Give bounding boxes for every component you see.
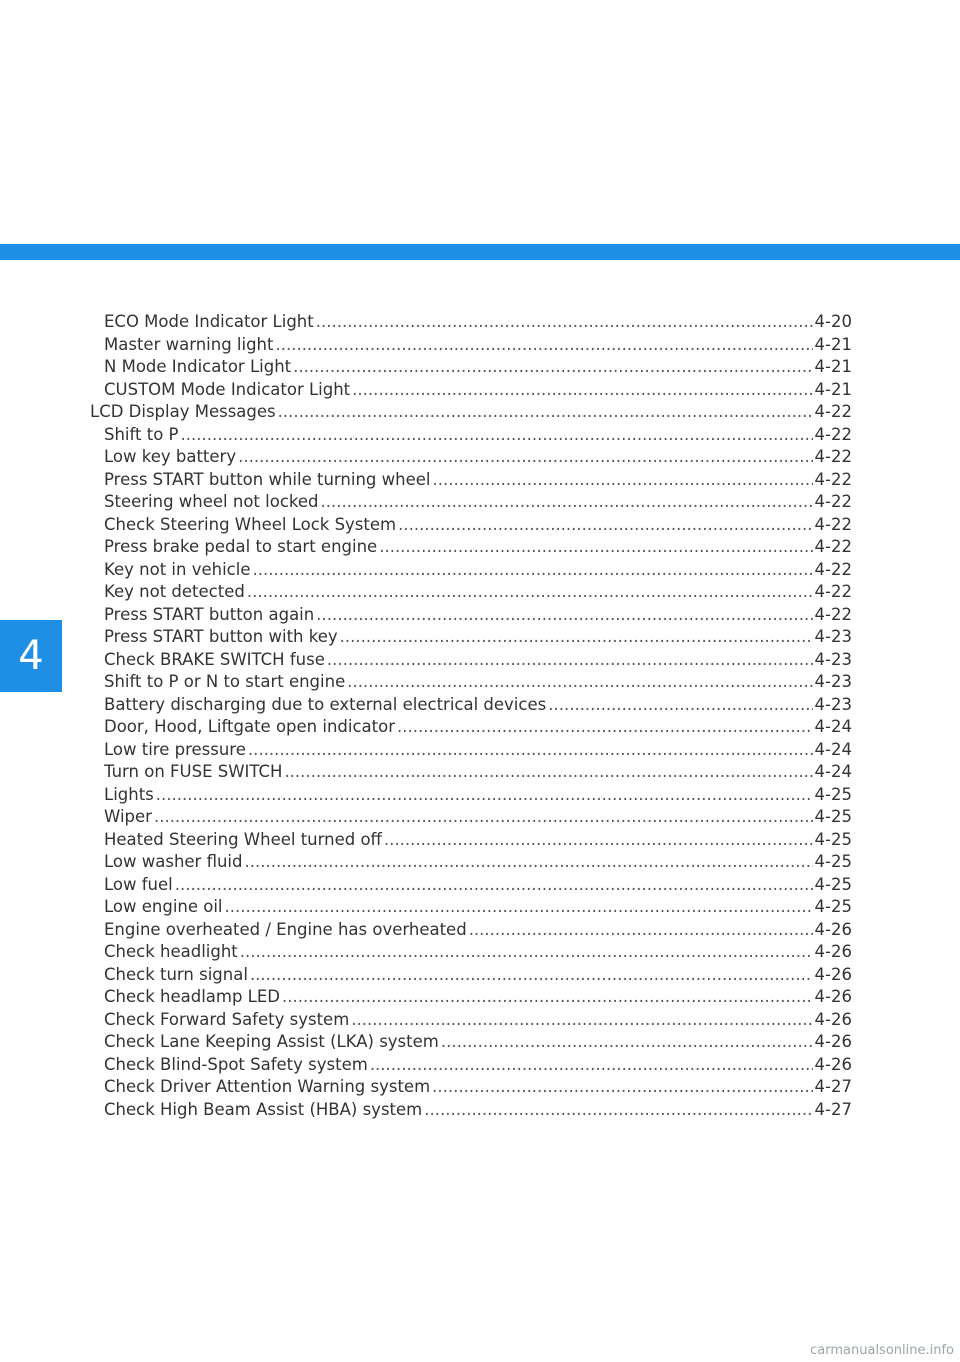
toc-entry-page: 4-23 xyxy=(814,627,852,646)
toc-entry[interactable] xyxy=(90,626,852,649)
toc-entry-title: Press START button again xyxy=(104,604,315,624)
toc-entry-title: Press START button with key xyxy=(104,627,338,646)
toc-entry[interactable] xyxy=(90,874,852,897)
toc-entry-title: Low engine oil xyxy=(104,897,223,916)
toc-entry-page: 4-23 xyxy=(814,694,852,714)
toc-entry-title: Check Steering Wheel Lock System xyxy=(104,514,397,534)
toc-entry-title: Lights xyxy=(104,784,154,804)
toc-entry-title: Steering wheel not locked xyxy=(104,492,319,511)
toc-entry-title: Key not in vehicle xyxy=(104,559,251,579)
toc-entry-title: Heated Steering Wheel turned off xyxy=(104,829,382,849)
toc-entry[interactable] xyxy=(90,986,852,1009)
toc-dot-leader xyxy=(284,761,812,784)
toc-dot-leader xyxy=(316,311,813,334)
toc-entry-title: Low washer fluid xyxy=(104,852,243,871)
toc-entry[interactable] xyxy=(90,1054,852,1077)
toc-entry-title: Low fuel xyxy=(104,874,173,894)
toc-dot-leader xyxy=(398,514,812,537)
toc-entry-page: 4-26 xyxy=(814,919,852,939)
toc-entry-page: 4-21 xyxy=(814,334,852,354)
watermark: carmanualsonline.info xyxy=(810,1343,954,1358)
toc-entry-page: 4-21 xyxy=(814,379,852,399)
toc-dot-leader xyxy=(320,491,812,514)
toc-entry[interactable] xyxy=(90,514,852,537)
toc-entry-title: Wiper xyxy=(104,807,152,826)
toc-entry[interactable] xyxy=(90,694,852,717)
toc-dot-leader xyxy=(175,874,813,897)
toc-entry[interactable] xyxy=(90,604,852,627)
toc-dot-leader xyxy=(340,626,813,649)
toc-entry-title: Door, Hood, Liftgate open indicator xyxy=(104,717,395,736)
toc-entry-page: 4-20 xyxy=(814,312,852,331)
toc-dot-leader xyxy=(432,1076,812,1099)
toc-entry[interactable] xyxy=(90,469,852,492)
toc-dot-leader xyxy=(424,1099,812,1122)
toc-entry-page: 4-22 xyxy=(814,492,852,511)
toc-entry-page: 4-24 xyxy=(814,762,852,781)
toc-entry-page: 4-25 xyxy=(814,852,852,871)
toc-entry-page: 4-22 xyxy=(814,604,852,624)
toc-entry-page: 4-26 xyxy=(814,987,852,1006)
toc-dot-leader xyxy=(247,581,813,604)
toc-entry-page: 4-26 xyxy=(814,942,852,961)
toc-entry[interactable] xyxy=(90,311,852,334)
toc-entry[interactable] xyxy=(90,919,852,942)
toc-entry-title: Battery discharging due to external electrical devices xyxy=(104,694,547,714)
toc-entry-title: CUSTOM Mode Indicator Light xyxy=(104,379,351,399)
toc-entry-title: Check headlamp LED xyxy=(104,987,281,1006)
toc-entry[interactable] xyxy=(90,356,852,379)
toc-entry-title: Master warning light xyxy=(104,334,274,354)
toc-entry-title: Check turn signal xyxy=(104,964,248,984)
toc-entry-page: 4-25 xyxy=(814,897,852,916)
toc-dot-leader xyxy=(181,424,813,447)
chapter-tab[interactable] xyxy=(0,620,62,692)
toc-entry[interactable] xyxy=(90,401,852,424)
toc-dot-leader xyxy=(351,1009,812,1032)
toc-dot-leader xyxy=(225,896,813,919)
toc-dot-leader xyxy=(293,356,812,379)
toc-dot-leader xyxy=(275,334,812,357)
toc-entry-title: Turn on FUSE SWITCH xyxy=(104,762,283,781)
toc-dot-leader xyxy=(548,694,812,717)
toc-dot-leader xyxy=(469,919,813,942)
toc-entry-title: Shift to P xyxy=(104,424,179,444)
toc-entry[interactable] xyxy=(90,1099,852,1122)
toc-entry-page: 4-25 xyxy=(814,874,852,894)
toc-dot-leader xyxy=(384,829,813,852)
toc-entry[interactable] xyxy=(90,424,852,447)
toc-entry-page: 4-22 xyxy=(814,559,852,579)
toc-dot-leader xyxy=(250,964,813,987)
chapter-number: 4 xyxy=(18,633,44,679)
toc-entry-page: 4-21 xyxy=(814,357,852,376)
toc-dot-leader xyxy=(238,446,812,469)
toc-entry-title: Check Blind-Spot Safety system xyxy=(104,1054,368,1074)
toc-entry[interactable] xyxy=(90,581,852,604)
toc-entry[interactable] xyxy=(90,491,852,514)
toc-entry-page: 4-27 xyxy=(814,1077,852,1096)
toc-entry-page: 4-25 xyxy=(814,807,852,826)
toc-entry-page: 4-22 xyxy=(814,514,852,534)
toc-dot-leader xyxy=(154,806,813,829)
toc-entry[interactable] xyxy=(90,379,852,402)
toc-dot-leader xyxy=(347,671,812,694)
toc-entry-page: 4-26 xyxy=(814,964,852,984)
toc-dot-leader xyxy=(316,604,812,627)
toc-entry-title: Press brake pedal to start engine xyxy=(104,537,378,556)
toc-entry[interactable] xyxy=(90,829,852,852)
toc-entry[interactable] xyxy=(90,446,852,469)
toc-entry[interactable] xyxy=(90,536,852,559)
toc-entry-title: Engine overheated / Engine has overheated xyxy=(104,919,467,939)
toc-entry-title: Key not detected xyxy=(104,582,245,601)
toc-entry[interactable] xyxy=(90,761,852,784)
toc-dot-leader xyxy=(432,469,812,492)
toc-entry-title: Check Forward Safety system xyxy=(104,1009,350,1029)
toc-entry-page: 4-26 xyxy=(814,1009,852,1029)
toc-entry[interactable] xyxy=(90,851,852,874)
toc-entry[interactable] xyxy=(90,559,852,582)
toc-dot-leader xyxy=(248,739,813,762)
toc-entry-title: Check Lane Keeping Assist (LKA) system xyxy=(104,1032,439,1051)
toc-dot-leader xyxy=(156,784,813,807)
toc-dot-leader xyxy=(240,941,813,964)
toc-entry-title: N Mode Indicator Light xyxy=(104,357,292,376)
toc-dot-leader xyxy=(245,851,813,874)
toc-entry[interactable] xyxy=(90,941,852,964)
toc-entry-page: 4-22 xyxy=(814,402,852,421)
toc-dot-leader xyxy=(370,1054,813,1077)
toc-entry-title: Shift to P or N to start engine xyxy=(104,672,346,691)
toc-dot-leader xyxy=(252,559,812,582)
toc-entry-title: Low key battery xyxy=(104,447,237,466)
toc-entry-title: Check High Beam Assist (HBA) system xyxy=(104,1099,423,1119)
toc-entry-page: 4-26 xyxy=(814,1032,852,1051)
toc-dot-leader xyxy=(397,716,813,739)
toc-entry-page: 4-25 xyxy=(814,829,852,849)
toc-entry-title: Press START button while turning wheel xyxy=(104,469,431,489)
toc-entry[interactable] xyxy=(90,671,852,694)
toc-dot-leader xyxy=(278,401,813,424)
table-of-contents xyxy=(90,311,852,1121)
toc-entry-page: 4-27 xyxy=(814,1099,852,1119)
toc-entry[interactable] xyxy=(90,716,852,739)
toc-entry-page: 4-22 xyxy=(814,469,852,489)
toc-entry[interactable] xyxy=(90,806,852,829)
toc-dot-leader xyxy=(282,986,813,1009)
toc-entry-page: 4-26 xyxy=(814,1054,852,1074)
toc-entry-page: 4-24 xyxy=(814,739,852,759)
toc-entry-page: 4-22 xyxy=(814,424,852,444)
toc-entry[interactable] xyxy=(90,964,852,987)
toc-entry[interactable] xyxy=(90,334,852,357)
toc-entry[interactable] xyxy=(90,1031,852,1054)
toc-entry[interactable] xyxy=(90,784,852,807)
toc-entry-title: ECO Mode Indicator Light xyxy=(104,312,314,331)
toc-entry-title: LCD Display Messages xyxy=(90,402,276,421)
toc-entry-page: 4-25 xyxy=(814,784,852,804)
toc-entry-title: Check Driver Attention Warning system xyxy=(104,1077,431,1096)
toc-entry-page: 4-23 xyxy=(814,672,852,691)
toc-dot-leader xyxy=(327,649,813,672)
toc-entry-title: Check BRAKE SWITCH fuse xyxy=(104,649,325,669)
chapter-color-bar xyxy=(0,244,960,260)
toc-entry-page: 4-22 xyxy=(814,582,852,601)
toc-entry[interactable] xyxy=(90,739,852,762)
toc-dot-leader xyxy=(379,536,812,559)
toc-dot-leader xyxy=(352,379,812,402)
toc-entry-page: 4-24 xyxy=(814,717,852,736)
toc-entry-page: 4-23 xyxy=(814,649,852,669)
toc-entry-title: Check headlight xyxy=(104,942,238,961)
toc-entry[interactable] xyxy=(90,896,852,919)
toc-entry-page: 4-22 xyxy=(814,447,852,466)
toc-entry[interactable] xyxy=(90,1009,852,1032)
toc-entry-title: Low tire pressure xyxy=(104,739,246,759)
toc-entry[interactable] xyxy=(90,649,852,672)
toc-dot-leader xyxy=(441,1031,813,1054)
toc-entry[interactable] xyxy=(90,1076,852,1099)
toc-entry-page: 4-22 xyxy=(814,537,852,556)
